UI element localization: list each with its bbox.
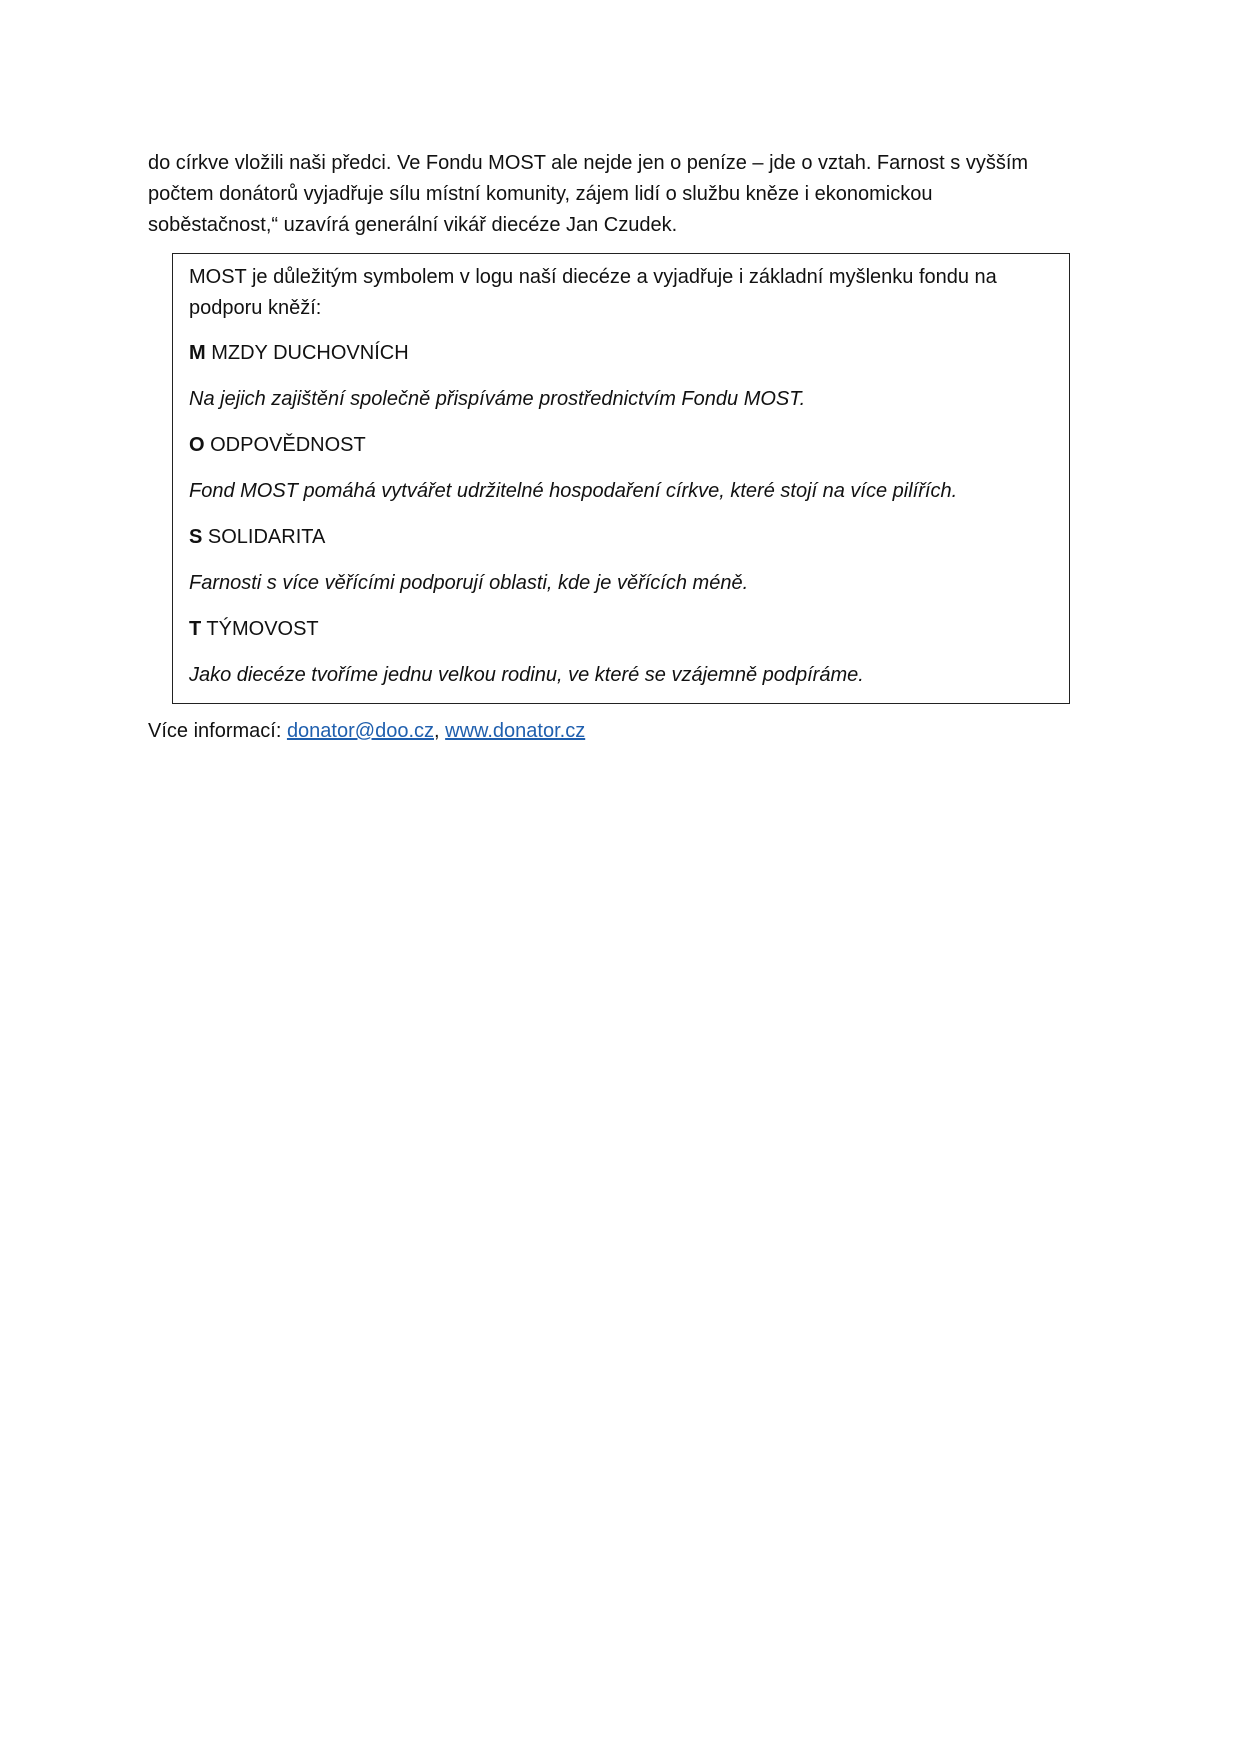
item-s-description: Farnosti s více věřícími podporují oblasti, kde je věřících méně. — [189, 572, 749, 594]
intro-line-2: počtem donátorů vyjadřuje sílu místní komunity, zájem lidí o službu kněze i ekonomickou — [148, 183, 933, 205]
link-separator: , — [434, 720, 446, 742]
intro-line-3: soběstačnost,“ uzavírá generální vikář diecéze Jan Czudek. — [148, 214, 678, 236]
item-m-letter: M — [189, 342, 206, 364]
item-o-letter: O — [189, 434, 205, 456]
item-o-heading — [189, 430, 1055, 461]
item-t-description: Jako diecéze tvoříme jednu velkou rodinu, ve které se vzájemně podpíráme. — [189, 664, 864, 686]
item-t-word: TÝMOVOST — [201, 618, 319, 640]
box-lead-line-2: podporu kněží: — [189, 297, 322, 319]
item-s-word: SOLIDARITA — [202, 526, 326, 548]
item-s-heading — [189, 522, 1055, 553]
item-t-heading — [189, 614, 1055, 645]
item-s-letter: S — [189, 526, 203, 548]
box-lead-line-1: MOST je důležitým symbolem v logu naší diecéze a vyjadřuje i základní myšlenku fondu na — [189, 266, 997, 288]
item-t-letter: T — [189, 618, 202, 640]
document-page — [148, 148, 1078, 747]
item-m-heading — [189, 338, 1055, 369]
item-o-word: ODPOVĚDNOST — [204, 434, 366, 456]
box-lead — [189, 262, 1055, 324]
website-link[interactable]: www.donator.cz — [445, 720, 586, 742]
intro-line-1: do církve vložili naši předci. Ve Fondu MOST ale nejde jen o peníze – jde o vztah. Farnost s vyšším — [148, 152, 1029, 174]
more-info-label: Více informací: — [148, 720, 287, 742]
intro-paragraph — [148, 148, 1078, 241]
item-m-description: Na jejich zajištění společně přispíváme prostřednictvím Fondu MOST. — [189, 388, 806, 410]
item-o-description: Fond MOST pomáhá vytvářet udržitelné hospodaření církve, které stojí na více pilířích. — [189, 480, 958, 502]
item-m-word: MZDY DUCHOVNÍCH — [205, 342, 409, 364]
most-info-box — [172, 253, 1070, 704]
email-link[interactable]: donator@doo.cz — [286, 720, 434, 742]
more-info-line — [148, 716, 1078, 747]
